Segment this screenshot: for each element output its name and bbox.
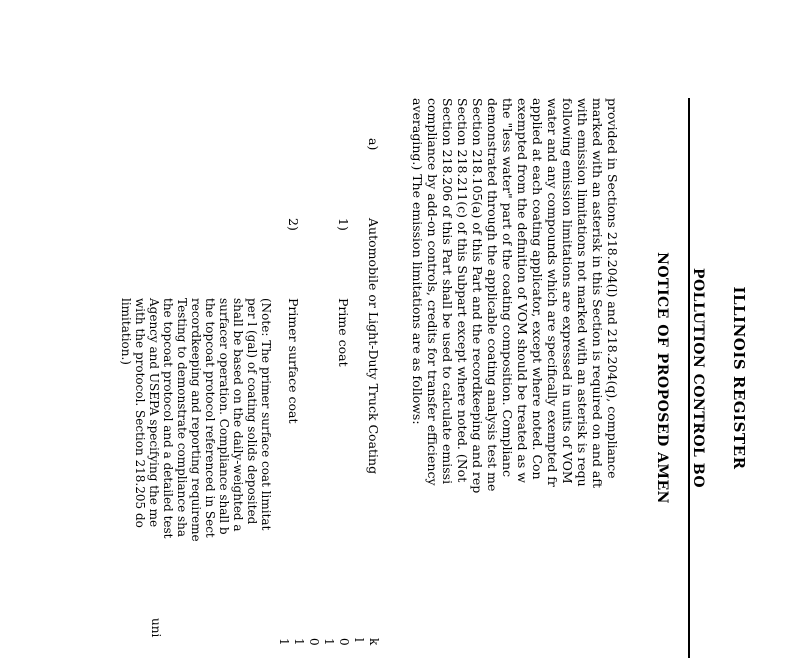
body-paragraph (410, 98, 620, 658)
note-line: Testing to demonstrate compliance sha (175, 298, 189, 538)
item-1-label: 1) (336, 218, 351, 231)
right-margin-char: 1 (292, 638, 306, 646)
board-title: POLLUTION CONTROL BO (690, 267, 706, 489)
right-margin-char: l (352, 638, 366, 642)
note-line: shall be based on the daily-weighted a (231, 298, 245, 532)
right-margin-char: 0 (337, 638, 351, 646)
paragraph-line: marked with an asterisk in this Section is required on and aft (590, 98, 605, 488)
paragraph-line: following emission limitations are expressed in units of VOM (560, 98, 575, 484)
right-margin-column (276, 638, 381, 646)
note-line: recordkeeping and reporting requireme (189, 298, 203, 542)
paragraph-line: demonstrated through the applicable coating analysis test me (485, 98, 500, 492)
note-block (119, 298, 273, 658)
paragraph-line: averaging.) The emission limitations are as follows: (410, 98, 425, 425)
paragraph-line: Section 218.211(c) of this Subpart except where noted. (Not (455, 98, 470, 483)
note-line: Agency and USEPA specifying the me (147, 298, 161, 528)
paragraph-line: water and any compounds which are specifically exempted fr (545, 98, 560, 487)
paragraph-line: Section 218.206 of this Part shall be used to calculate emissi (440, 98, 455, 485)
item-1-text: Prime coat (336, 298, 351, 367)
register-title: ILLINOIS REGISTER (730, 286, 748, 470)
paragraph-line: provided in Sections 218.204(l) and 218.204(q), compliance (605, 98, 620, 479)
item-a-text: Automobile or Light-Duty Truck Coating (366, 218, 381, 475)
right-margin-char: 1 (322, 638, 336, 646)
notice-title: NOTICE OF PROPOSED AMEN (654, 252, 670, 504)
right-margin-char: k (367, 638, 381, 646)
note-line: per l (gal) of coating solids deposited (245, 298, 259, 525)
right-margin-char: 1 (277, 638, 291, 646)
note-line: with the protocol. Section 218.205 do (133, 298, 147, 528)
note-line: surfacer operation. Compliance shall b (217, 298, 231, 535)
item-a-label: a) (366, 138, 381, 151)
paragraph-line: with emission limitations not marked with an asterisk is requ (575, 98, 590, 487)
note-line: the topcoat protocol and a detailed test (161, 298, 175, 539)
item-2-label: 2) (286, 218, 301, 231)
right-margin-char: 0 (307, 638, 321, 646)
note-line: limitation.) (119, 298, 133, 365)
paragraph-line: compliance by add-on controls, credits for transfer efficiency (425, 98, 440, 486)
paragraph-line: applied at each coating applicator, except where noted. Con (530, 98, 545, 480)
item-2-text: Primer surface coat (286, 298, 301, 424)
note-line: (Note: The primer surface coat limitat (259, 298, 273, 531)
paragraph-line: exempted from the definition of VOM should be treated as w (515, 98, 530, 483)
rotated-document (119, 98, 748, 658)
paragraph-line: the "less water" part of the coating composition. Complianc (500, 98, 515, 477)
note-line: the topcoat protocol referenced in Sect (203, 298, 217, 538)
paragraph-line: Section 218.105(a) of this Part and the recordkeeping and rep (470, 98, 485, 494)
footer-fragment: uni (149, 618, 163, 638)
